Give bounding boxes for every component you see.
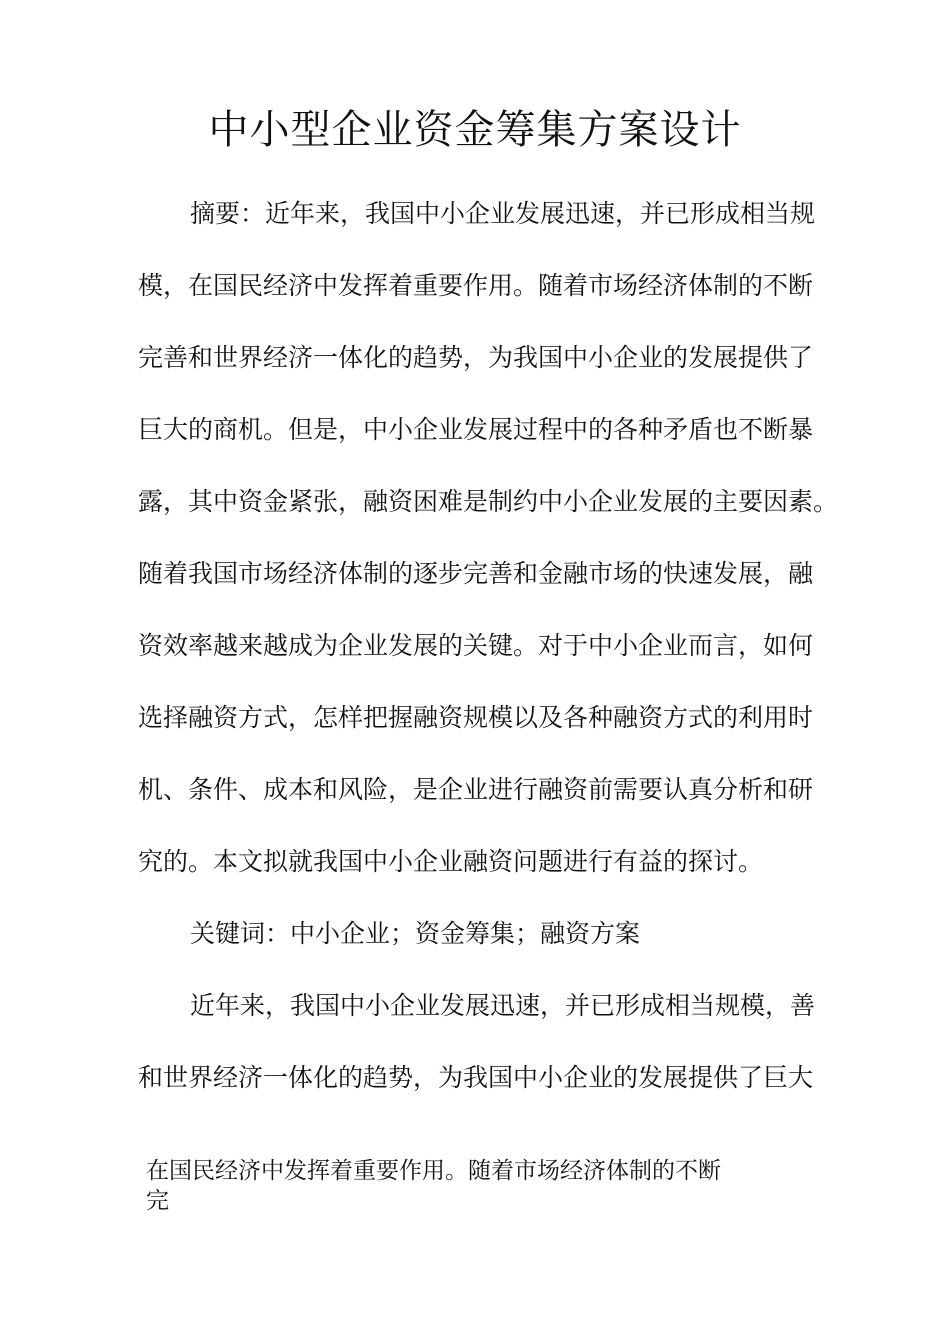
abstract-line: 机、条件、成本和风险，是企业进行融资前需要认真分析和研: [138, 775, 814, 804]
abstract-line: 资效率越来越成为企业发展的关键。对于中小企业而言，如何: [138, 631, 814, 660]
abstract-line: 巨大的商机。但是，中小企业发展过程中的各种矛盾也不断暴: [138, 415, 814, 444]
body-line: 和世界经济一体化的趋势，为我国中小企业的发展提供了巨大: [138, 1063, 814, 1092]
fragment-line: 在国民经济中发挥着重要作用。随着市场经济体制的不断: [146, 1158, 721, 1184]
fragment-line: 完: [146, 1188, 169, 1214]
abstract-line: 究的。本文拟就我国中小企业融资问题进行有益的探讨。: [138, 847, 764, 876]
abstract-line: 完善和世界经济一体化的趋势，为我国中小企业的发展提供了: [138, 343, 814, 372]
abstract-line: 随着我国市场经济体制的逐步完善和金融市场的快速发展，融: [138, 559, 814, 588]
keywords-line: 关键词：中小企业；资金筹集；融资方案: [190, 919, 641, 948]
abstract-line: 模，在国民经济中发挥着重要作用。随着市场经济体制的不断: [138, 271, 814, 300]
body-line: 近年来，我国中小企业发展迅速，并已形成相当规模，善: [190, 991, 816, 1020]
document-title: 中小型企业资金筹集方案设计: [208, 107, 742, 153]
abstract-line: 选择融资方式，怎样把握融资规模以及各种融资方式的利用时: [138, 703, 814, 732]
abstract-line: 露，其中资金紧张，融资困难是制约中小企业发展的主要因素。: [138, 487, 839, 516]
abstract-line: 摘要：近年来，我国中小企业发展迅速，并已形成相当规: [190, 199, 816, 228]
